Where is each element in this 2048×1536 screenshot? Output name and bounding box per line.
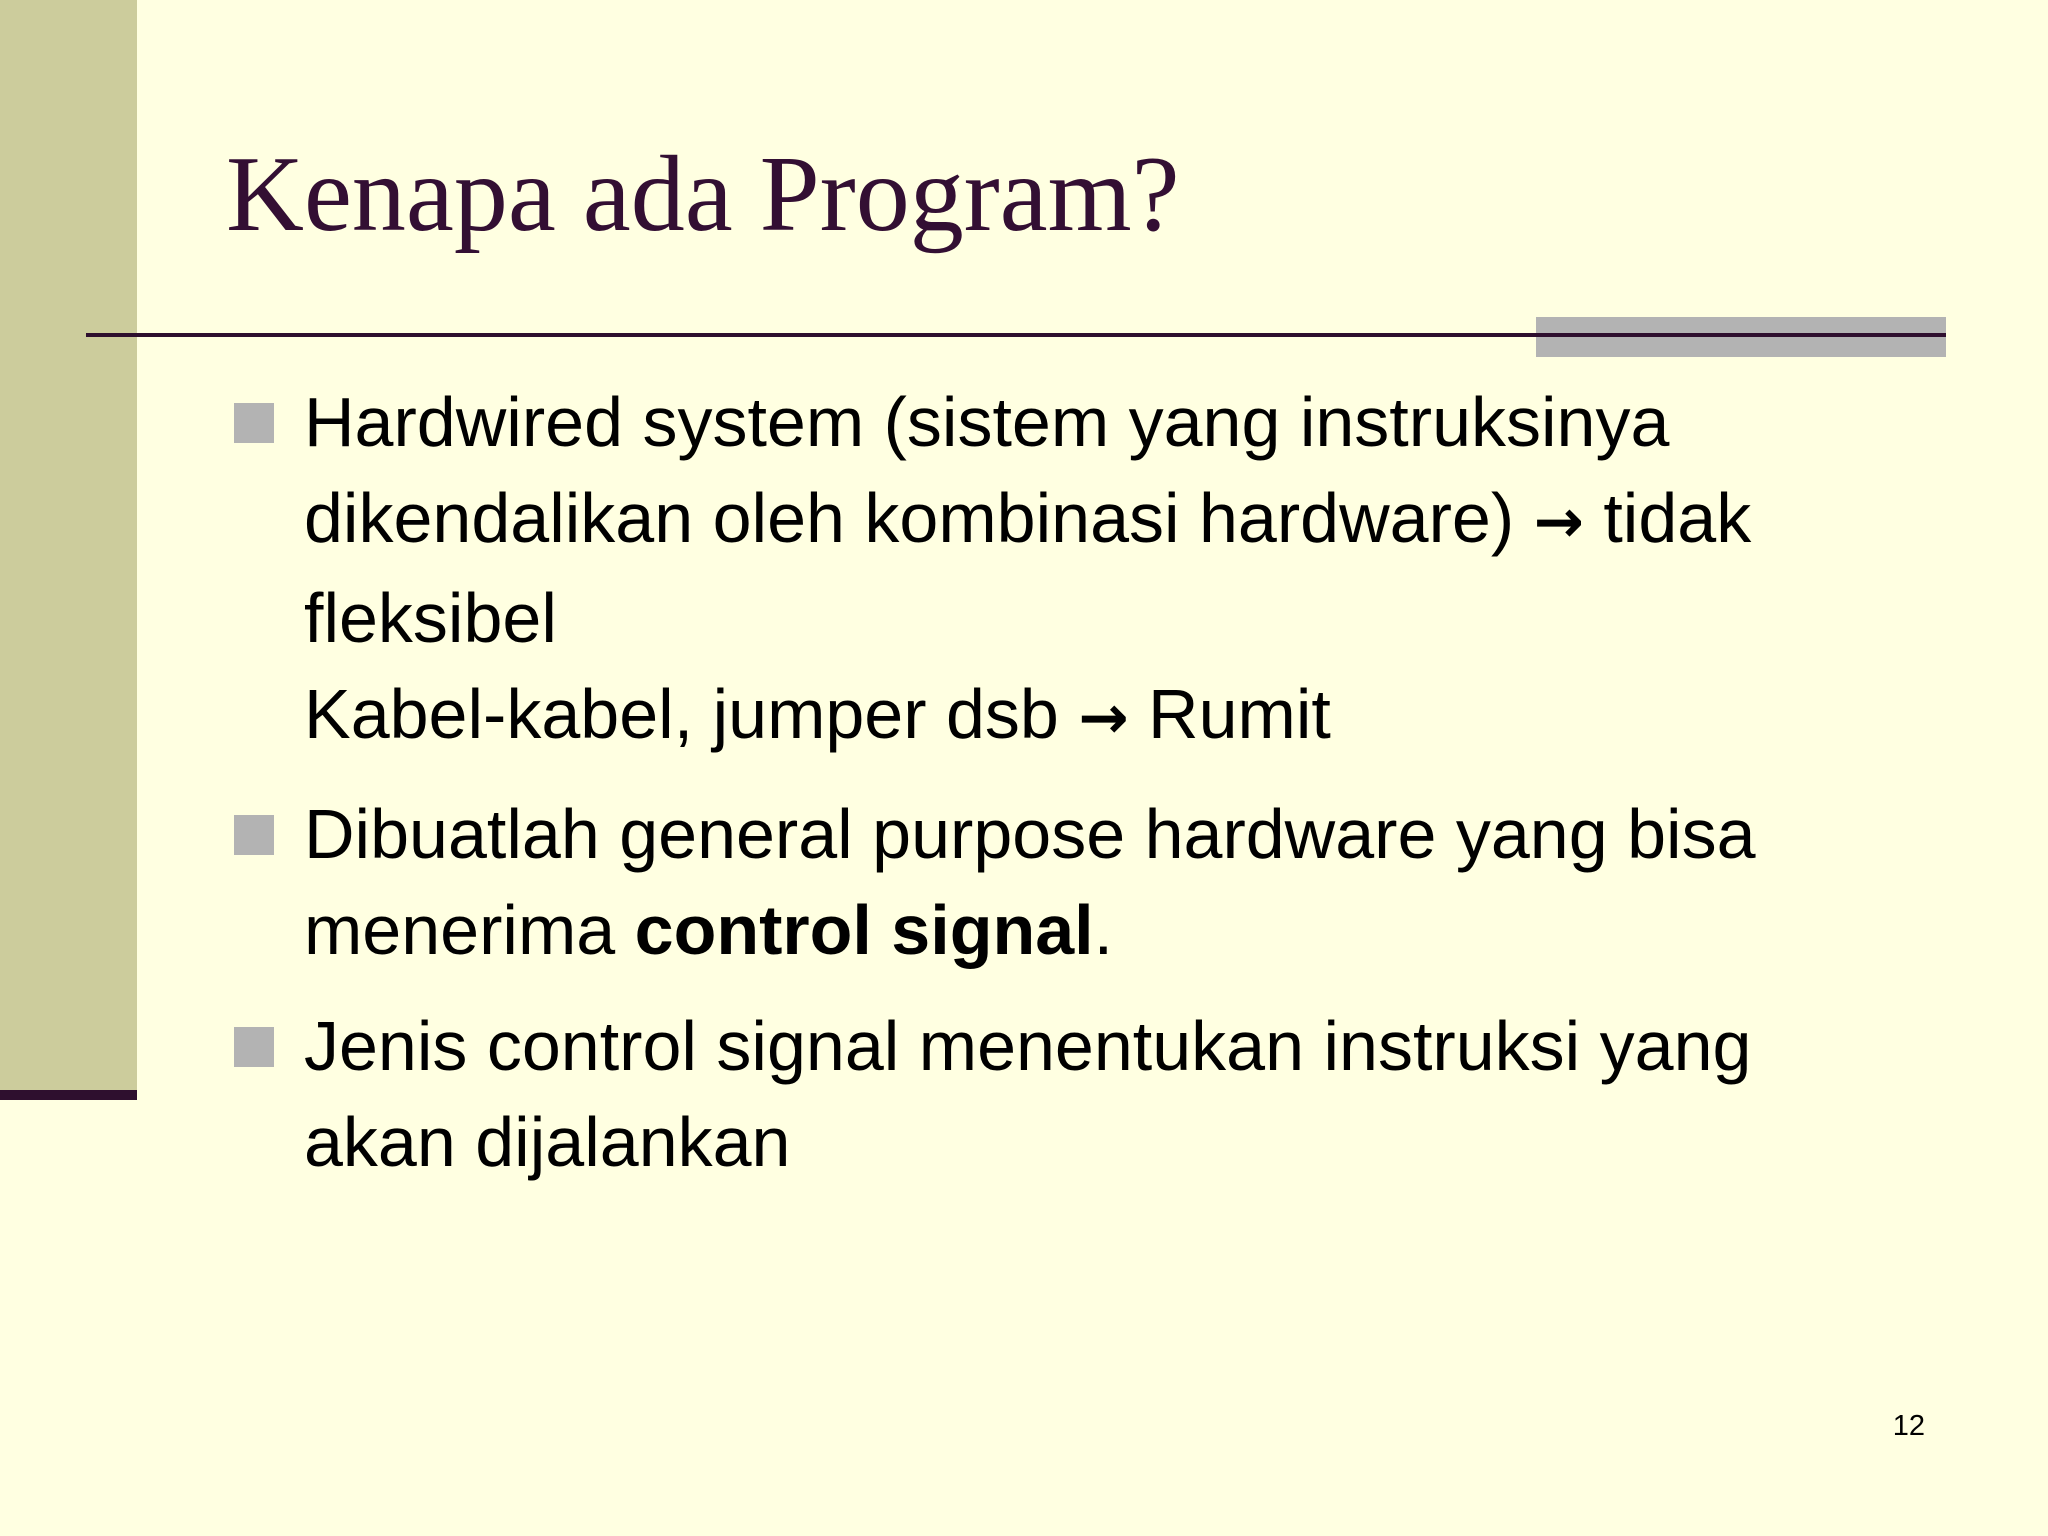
square-bullet-icon [234, 403, 274, 443]
bullet-emphasis: control signal [634, 891, 1094, 969]
title-divider-right [1536, 333, 1946, 337]
slide-body [232, 374, 1892, 1190]
right-arrow-icon: → [1533, 487, 1584, 557]
sub-line-text: Kabel-kabel, jumper dsb [304, 675, 1059, 753]
square-bullet-icon [234, 815, 274, 855]
bullet-text: Dibuatlah general purpose hardware yang bisa menerima [304, 795, 1756, 969]
left-band-base-line [0, 1090, 137, 1100]
square-bullet-icon [234, 1027, 274, 1067]
bullet-text: Jenis control signal menentukan instruksi yang akan dijalankan [304, 1007, 1752, 1181]
bullet-item-general-purpose [232, 786, 1892, 978]
bullet-item-jenis-control-signal [232, 998, 1892, 1190]
bullet-text-continued: tidak fleksibel [304, 479, 1752, 657]
bullet-item-hardwired-system [232, 374, 1892, 666]
left-decorative-band [0, 0, 137, 1090]
title-rule-accent [1536, 317, 1946, 357]
slide-number: 12 [1892, 1410, 1925, 1442]
bullet-text: Hardwired system (sistem yang instruksinya dikendalikan oleh kombinasi hardware) [304, 383, 1670, 557]
bullet-text-end: . [1093, 891, 1114, 969]
right-arrow-icon: → [1078, 683, 1129, 753]
sub-line-text-continued: Rumit [1148, 675, 1331, 753]
sub-line-kabel-jumper [232, 666, 1892, 766]
slide-title: Kenapa ada Program? [226, 135, 1180, 254]
